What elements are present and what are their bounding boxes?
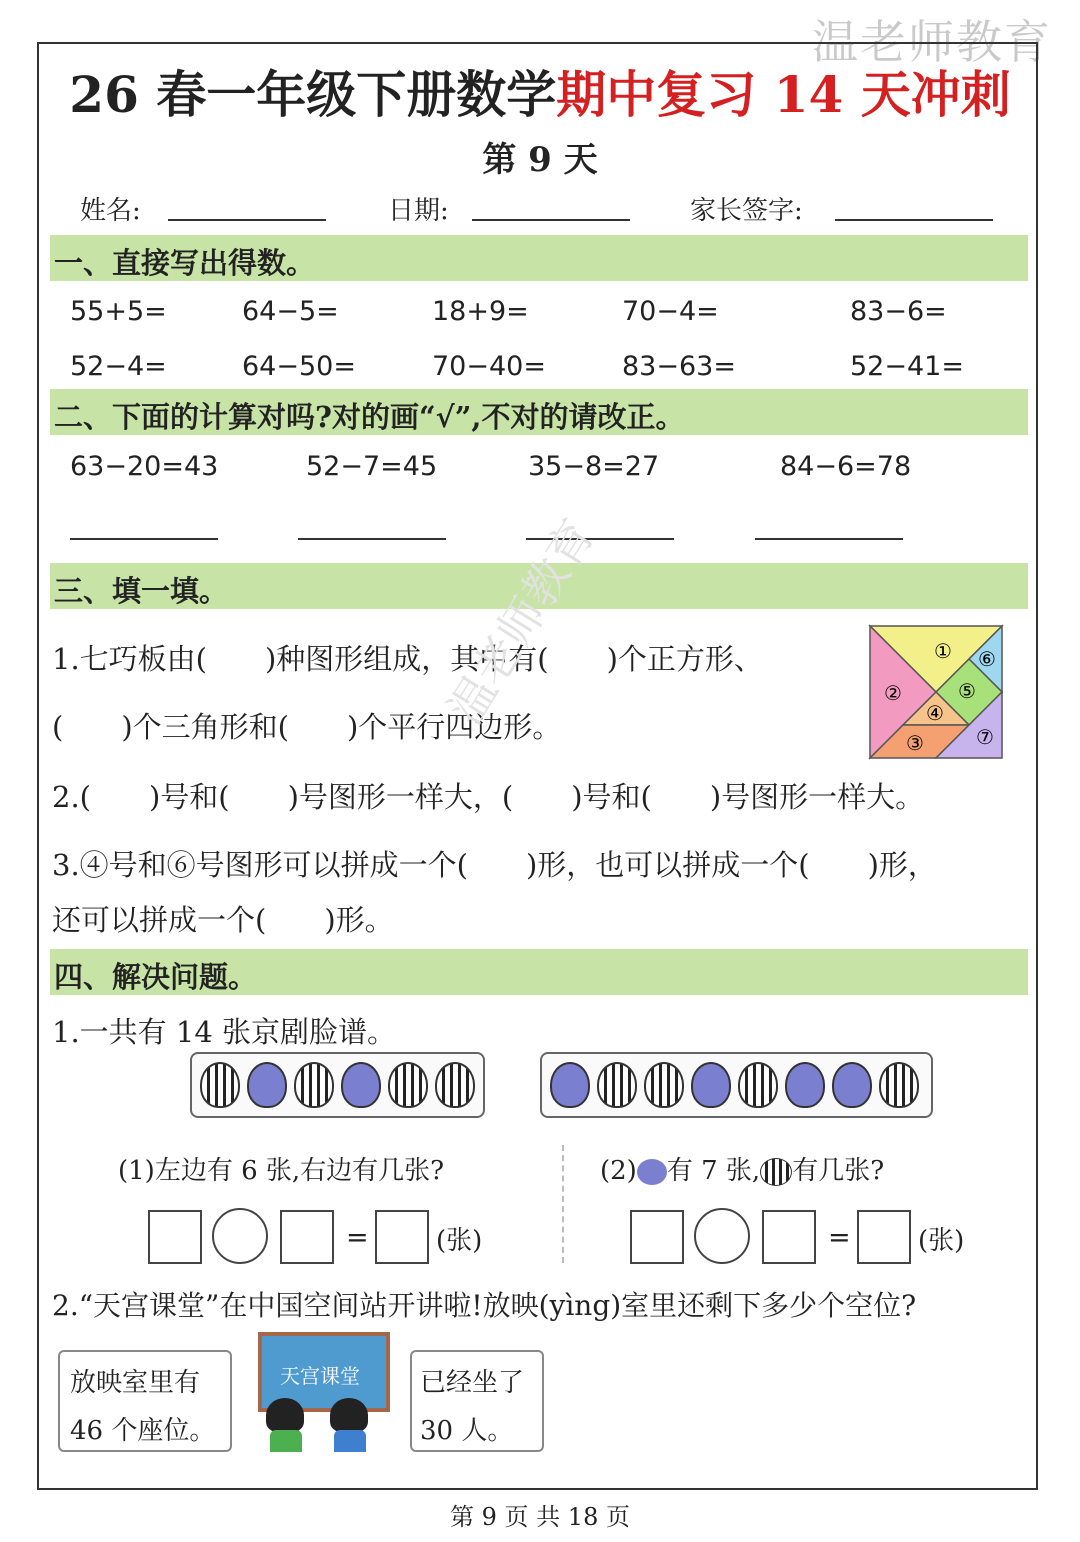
answer-line[interactable] [755, 538, 903, 540]
calc-item: 55+5= [70, 296, 167, 327]
operator-circle[interactable] [212, 1208, 268, 1264]
diagonal-watermark: 温老师教育 [437, 509, 606, 734]
page-title [40, 55, 1040, 127]
blue-mask-icon [637, 1159, 667, 1185]
section1-heading: 一、直接写出得数。 [54, 246, 316, 280]
left-face-group [190, 1052, 485, 1118]
tangram-label: ⑤ [958, 679, 976, 703]
answer-box[interactable] [280, 1210, 334, 1264]
mask-face [550, 1062, 590, 1108]
check-item: 84−6=78 [780, 451, 912, 482]
bubble-left-line1: 放映室里有 [70, 1368, 201, 1398]
answer-box[interactable] [148, 1210, 202, 1264]
answer-line[interactable] [70, 538, 218, 540]
tangram-label: ③ [906, 731, 924, 755]
child-head [330, 1398, 368, 1432]
answer-box[interactable] [375, 1210, 429, 1264]
mask-face [738, 1062, 778, 1108]
calc-item: 83−6= [850, 296, 947, 327]
tangram-label: ⑥ [978, 647, 996, 671]
problem1-text: 1.一共有 14 张京剧脸谱。 [52, 1015, 397, 1049]
operator-circle[interactable] [694, 1208, 750, 1264]
sub2-prefix: (2) [600, 1156, 637, 1186]
fill-q3-line1: 3.④号和⑥号图形可以拼成一个( )形，也可以拼成一个( )形， [52, 848, 937, 882]
bubble-left-line2: 46 个座位。 [70, 1416, 216, 1446]
name-label: 姓名: [80, 196, 141, 226]
mask-face [341, 1062, 381, 1108]
section2-heading: 二、下面的计算对吗?对的画“√”,不对的请改正。 [54, 400, 685, 434]
tangram-label: ① [934, 639, 952, 663]
child-head [266, 1398, 304, 1432]
title-red-part: 期中复习 14 天冲刺 [556, 65, 1011, 124]
mask-face [879, 1062, 919, 1108]
parent-signature-label: 家长签字: [690, 196, 803, 226]
calc-item: 70−40= [432, 351, 546, 382]
tangram-label: ② [884, 681, 902, 705]
bubble-right-line1: 已经坐了 [420, 1368, 525, 1398]
calc-item: 64−5= [242, 296, 339, 327]
unit-label: (张) [436, 1226, 483, 1256]
mask-face [597, 1062, 637, 1108]
answer-line[interactable] [298, 538, 446, 540]
divider [562, 1145, 564, 1263]
screen-text: 天宫课堂 [280, 1364, 360, 1388]
bubble-right-line2: 30 人。 [420, 1416, 514, 1446]
problem2-text: 2.“天宫课堂”在中国空间站开讲啦!放映(yìng)室里还剩下多少个空位? [52, 1289, 917, 1322]
section4-heading: 四、解决问题。 [54, 960, 258, 994]
name-field[interactable] [168, 219, 326, 221]
fill-q3-line2: 还可以拼成一个( )形。 [52, 903, 394, 937]
mask-face [247, 1062, 287, 1108]
answer-box[interactable] [857, 1210, 911, 1264]
parent-signature-field[interactable] [835, 219, 993, 221]
white-mask-icon [760, 1158, 792, 1186]
fill-q1-line1: 1.七巧板由( )种图形组成，其中有( )个正方形、 [52, 642, 763, 676]
child-body [334, 1430, 366, 1452]
date-field[interactable] [472, 219, 630, 221]
calc-item: 64−50= [242, 351, 356, 382]
equals-sign: = [828, 1222, 851, 1253]
watermark-top: 温老师教育 [812, 15, 1052, 69]
mask-face [200, 1062, 240, 1108]
calc-item: 18+9= [432, 296, 529, 327]
check-item: 52−7=45 [306, 451, 438, 482]
title-black-part: 26 春一年级下册数学 [69, 65, 557, 124]
tangram-label: ④ [926, 701, 944, 725]
answer-box[interactable] [630, 1210, 684, 1264]
check-item: 63−20=43 [70, 451, 219, 482]
mask-face [435, 1062, 475, 1108]
child-body [270, 1430, 302, 1452]
page-footer: 第 9 页 共 18 页 [450, 1503, 630, 1531]
fill-q2: 2.( )号和( )号图形一样大，( )号和( )号图形一样大。 [52, 780, 925, 814]
calc-item: 70−4= [622, 296, 719, 327]
problem1-sub1: (1)左边有 6 张,右边有几张? [118, 1156, 445, 1186]
mask-face [644, 1062, 684, 1108]
speech-bubble-left [58, 1350, 232, 1452]
mask-face [388, 1062, 428, 1108]
right-face-group [540, 1052, 933, 1118]
sub2-mid: 有 7 张, [666, 1156, 761, 1186]
calc-item: 52−41= [850, 351, 964, 382]
section1-band [50, 235, 1028, 281]
unit-label: (张) [918, 1226, 965, 1256]
date-label: 日期: [388, 196, 449, 226]
sub2-suffix: 有几张? [792, 1156, 885, 1186]
fill-q1-line2: ( )个三角形和( )个平行四边形。 [52, 710, 562, 744]
equals-sign: = [346, 1222, 369, 1253]
speech-bubble-right [410, 1350, 544, 1452]
check-item: 35−8=27 [528, 451, 660, 482]
mask-face [691, 1062, 731, 1108]
calc-item: 83−63= [622, 351, 736, 382]
mask-face [832, 1062, 872, 1108]
answer-box[interactable] [762, 1210, 816, 1264]
day-subtitle: 第 9 天 [482, 140, 598, 180]
calc-item: 52−4= [70, 351, 167, 382]
section2-band [50, 389, 1028, 435]
tangram-label: ⑦ [976, 725, 994, 749]
tangram-figure [868, 624, 1004, 760]
section4-band [50, 949, 1028, 995]
mask-face [785, 1062, 825, 1108]
mask-face [294, 1062, 334, 1108]
section3-heading: 三、填一填。 [54, 574, 229, 608]
problem1-sub2 [600, 1150, 884, 1187]
